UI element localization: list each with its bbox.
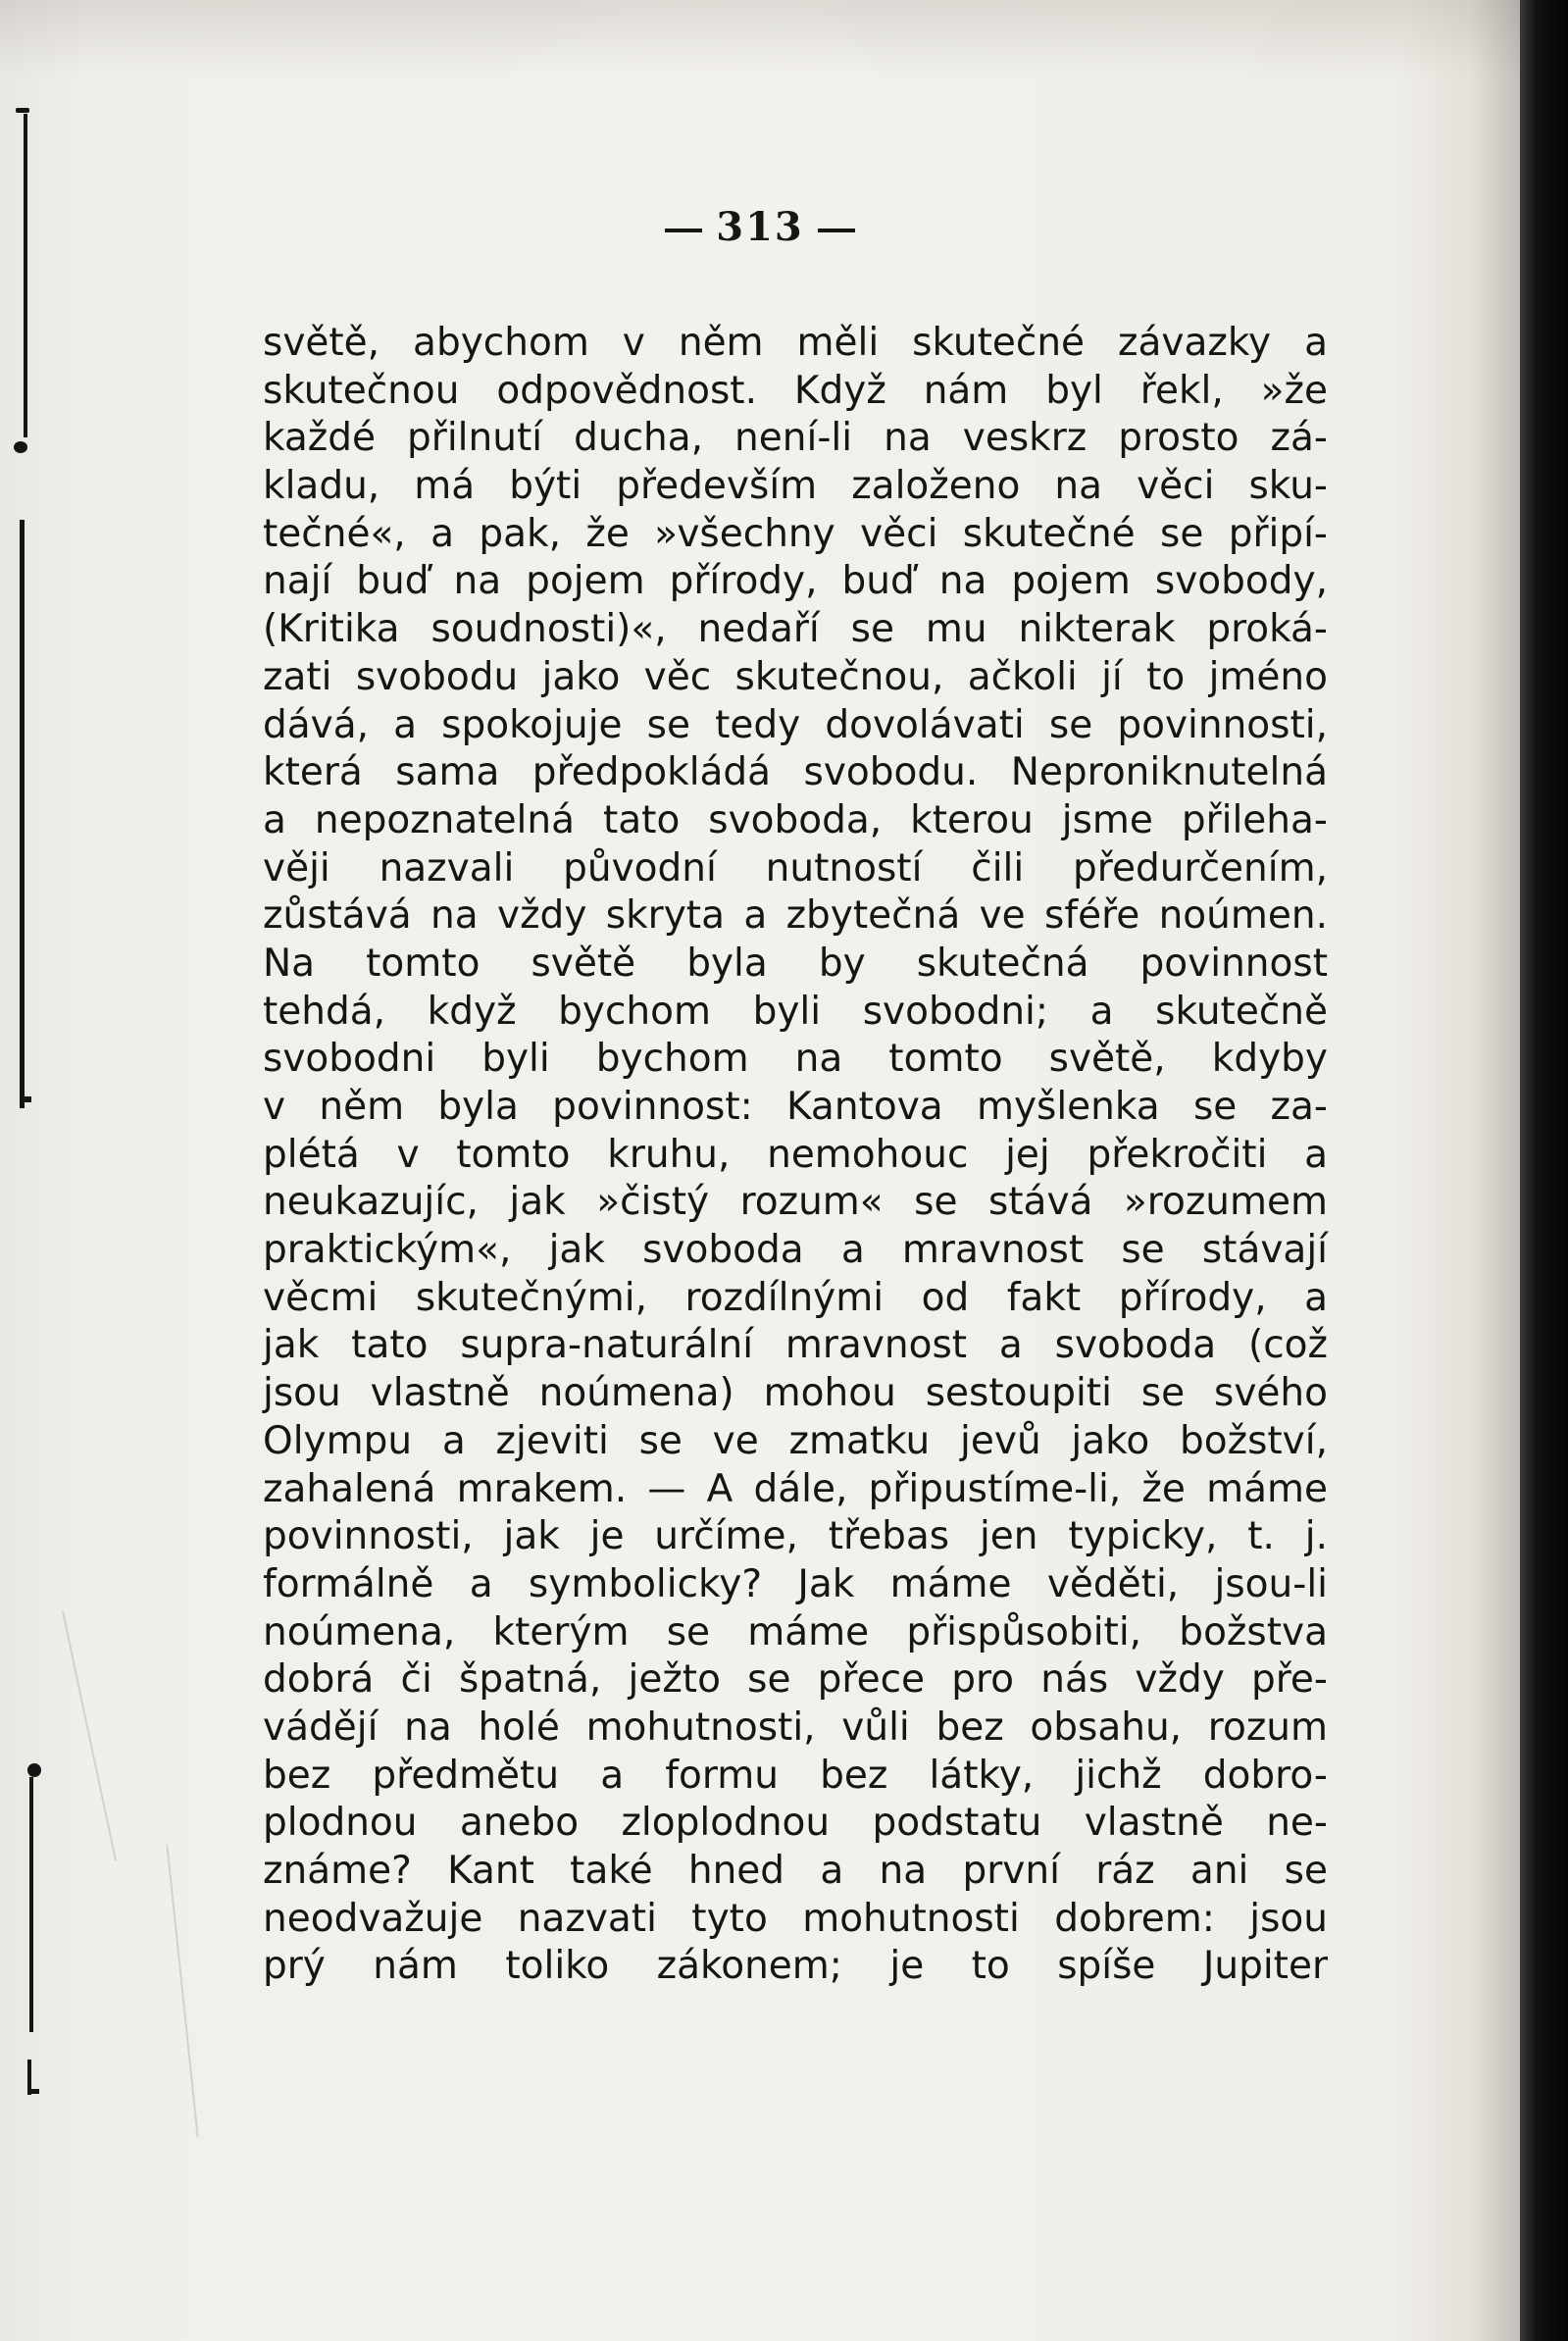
text-line: praktickým«, jak svoboda a mravnost se stávají — [263, 1228, 1328, 1273]
folio-dash-right — [818, 229, 855, 232]
text-line: zahalená mrakem. — A dále, připustíme-li, že máme — [263, 1466, 1328, 1511]
margin-mark — [14, 441, 27, 453]
margin-mark — [20, 1096, 31, 1102]
text-line: (Kritika soudnosti)«, nedaří se mu nikterak proká- — [263, 607, 1328, 652]
text-line: světě, abychom v něm měli skutečné závazky a — [263, 321, 1328, 365]
page-edge-shadow — [1471, 0, 1520, 2341]
folio-dash-left — [665, 229, 702, 232]
text-line: věcmi skutečnými, rozdílnými od fakt přírody, a — [263, 1275, 1328, 1320]
text-line: jsou vlastně noúmena) mohou sestoupiti se svého — [263, 1371, 1328, 1416]
margin-mark — [24, 114, 27, 437]
text-line: známe? Kant také hned a na první ráz ani se — [263, 1849, 1328, 1893]
text-line: povinnosti, jak je určíme, třebas jen typicky, t. j. — [263, 1514, 1328, 1559]
text-line: Na tomto světě byla by skutečná povinnost — [263, 941, 1328, 986]
text-line: skutečnou odpovědnost. Když nám byl řekl, »že — [263, 368, 1328, 413]
margin-mark — [27, 1763, 41, 1777]
text-line: plodnou anebo zloplodnou podstatu vlastně ne- — [263, 1801, 1328, 1846]
text-line: prý nám toliko zákonem; je to spíše Jupiter — [263, 1944, 1328, 1989]
margin-mark — [16, 108, 29, 113]
text-line: dává, a spokojuje se tedy dovolávati se povinnosti, — [263, 702, 1328, 747]
page-number — [0, 204, 1520, 250]
margin-mark — [27, 2089, 39, 2094]
text-line: plétá v tomto kruhu, nemohouc jej překročiti a — [263, 1132, 1328, 1177]
margin-mark — [29, 1777, 33, 2032]
text-line: v něm byla povinnost: Kantova myšlenka se za- — [263, 1085, 1328, 1129]
book-binding-edge — [1520, 0, 1568, 2341]
text-line: nají buď na pojem přírody, buď na pojem svobody, — [263, 559, 1328, 604]
text-line: svobodni byli bychom na tomto světě, kdyby — [263, 1037, 1328, 1082]
text-line: věji nazvali původní nutností čili předurčením, — [263, 845, 1328, 891]
margin-mark — [20, 520, 25, 1108]
text-line: kladu, má býti především založeno na věci sku- — [263, 464, 1328, 509]
text-line: jak tato supra-naturální mravnost a svoboda (což — [263, 1323, 1328, 1368]
text-line: a nepoznatelná tato svoboda, kterou jsme přileha- — [263, 797, 1328, 842]
text-line: zůstává na vždy skryta a zbytečná ve sféře noúmen. — [263, 893, 1328, 939]
text-line: tehdá, když bychom byli svobodni; a skutečně — [263, 989, 1328, 1034]
page-number-value: 313 — [716, 204, 804, 250]
text-line: bez předmětu a formu bez látky, jichž dobro- — [263, 1753, 1328, 1798]
body-text — [263, 320, 1328, 1991]
text-line: formálně a symbolicky? Jak máme věděti, jsou-li — [263, 1561, 1328, 1606]
page-top-shade — [0, 0, 1520, 78]
text-line: která sama předpokládá svobodu. Neproniknutelná — [263, 750, 1328, 795]
text-line: zati svobodu jako věc skutečnou, ačkoli jí to jméno — [263, 654, 1328, 699]
text-line: tečné«, a pak, že »všechny věci skutečné se připí- — [263, 511, 1328, 556]
text-line: dobrá či špatná, ježto se přece pro nás vždy pře- — [263, 1657, 1328, 1703]
text-line: neukazujíc, jak »čistý rozum« se stává »rozumem — [263, 1180, 1328, 1225]
text-line: vádějí na holé mohutnosti, vůli bez obsahu, rozum — [263, 1705, 1328, 1750]
text-line: Olympu a zjeviti se ve zmatku jevů jako božství, — [263, 1418, 1328, 1463]
text-line: noúmena, kterým se máme přispůsobiti, božstva — [263, 1609, 1328, 1654]
text-line: každé přilnutí ducha, není-li na veskrz prosto zá- — [263, 416, 1328, 461]
text-line: neodvažuje nazvati tyto mohutnosti dobrem: jsou — [263, 1896, 1328, 1941]
